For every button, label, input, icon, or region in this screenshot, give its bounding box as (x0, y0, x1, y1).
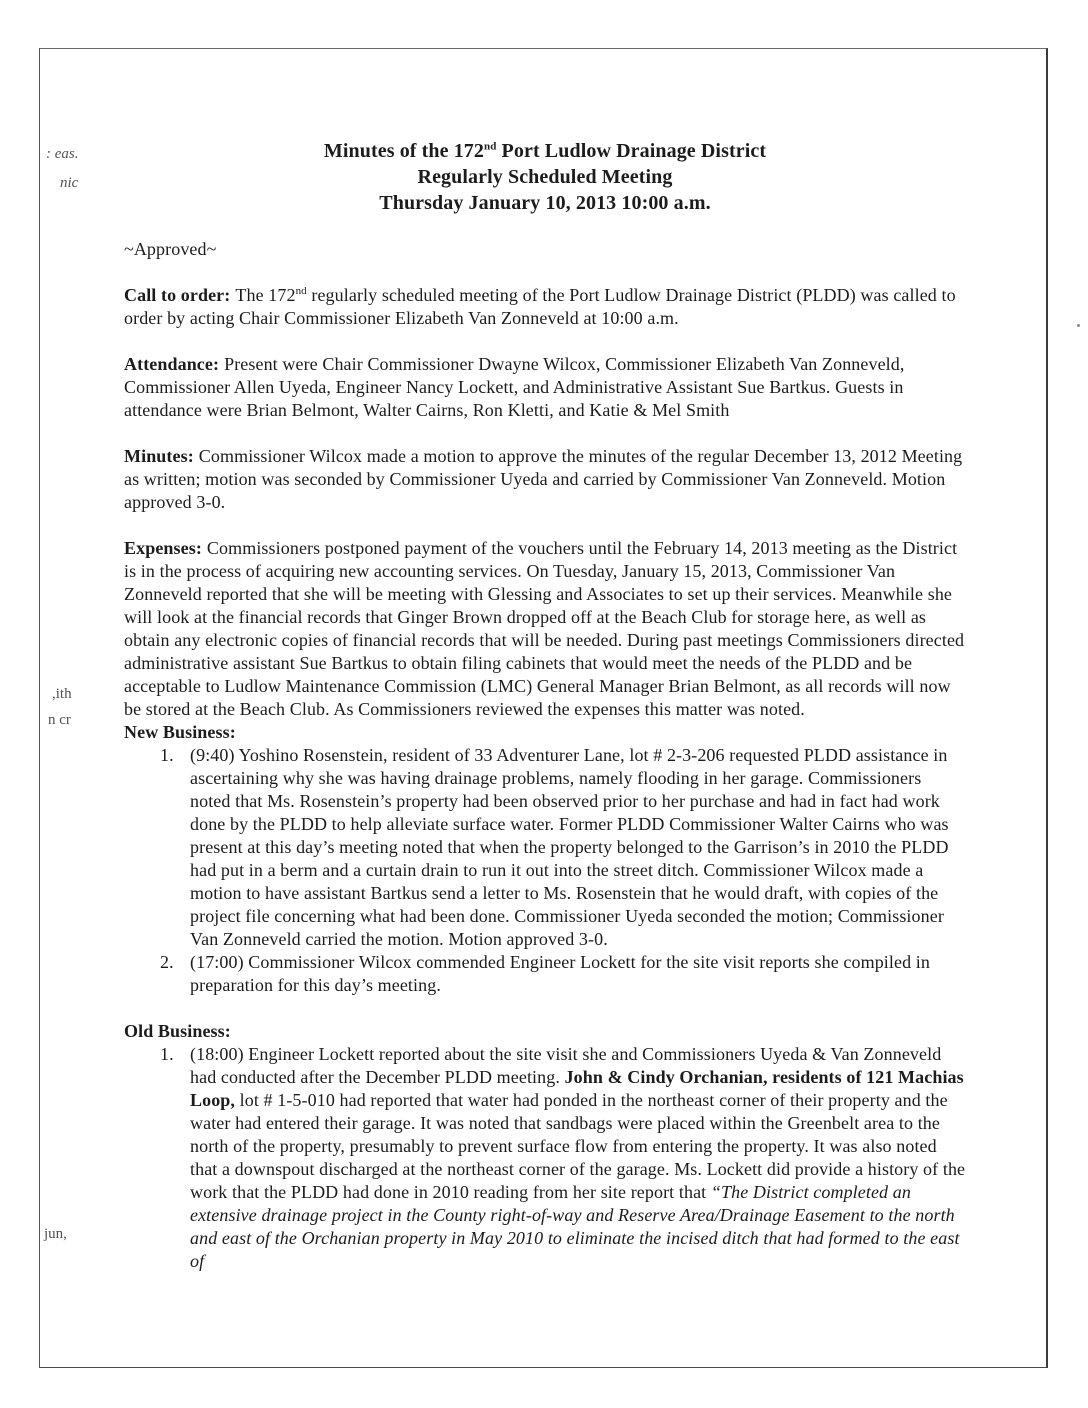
document-title (124, 138, 966, 216)
title-line-1: Minutes of the 172nd Port Ludlow Drainage District (323, 140, 767, 162)
list-item-number: 1. (160, 745, 174, 765)
old-business-heading: Old Business: (124, 1021, 231, 1041)
ordinal-superscript: nd (295, 285, 307, 297)
document-content (124, 138, 966, 1273)
section-label: Expenses: (124, 538, 202, 558)
emphasized-residents: John & Cindy Orchanian, residents of 121 Machias Loop, (190, 1067, 964, 1110)
blank-line (124, 997, 966, 1020)
section-label: Minutes: (124, 446, 194, 466)
title-line-2: Regularly Scheduled Meeting (417, 166, 673, 188)
margin-artifact: jun, (44, 1226, 67, 1242)
ordinal-superscript: nd (484, 140, 497, 153)
list-item-number: 2. (160, 952, 174, 972)
site-report-quote: “The District completed an extensive drainage project in the County right-of-way and Reserve Area/Drainage Easement to the north and east of the Orchanian property in May 2010 to eliminate the incised ditch that had formed to the east of (190, 1182, 960, 1271)
list-item (160, 951, 966, 997)
approved-status: ~Approved~ (124, 239, 217, 259)
attendance-paragraph: Attendance: Present were Chair Commissioner Dwayne Wilcox, Commissioner Elizabeth Van Zonneveld, Commissioner Allen Uyeda, Engineer Nancy Lockett, and Administrative Assistant Sue Bartkus. Guests in attendance were Brian Belmont, Walter Cairns, Ron Kletti, and Katie & Mel Smith (124, 354, 905, 420)
margin-artifact: n cr (48, 712, 71, 728)
list-item (160, 1043, 966, 1273)
new-business-list (124, 744, 966, 997)
title-line-3: Thursday January 10, 2013 10:00 a.m. (379, 192, 711, 214)
new-business-heading: New Business: (124, 722, 236, 742)
section-label: Attendance: (124, 354, 220, 374)
list-item-text: (18:00) Engineer Lockett reported about the site visit she and Commissioners Uyeda & Van Zonneveld had conducted after the December PLDD meeting. John & Cindy Orchanian, residents of 121 Machias Loop, lot # 1-5-010 had reported that water had ponded in the northeast corner of their property and the water had entered their garage. It was noted that sandbags were placed within the Greenbelt area to the north of the property, presumably to prevent surface flow from entering the property. It was also noted that a downspout discharged at the northeast corner of the garage. Ms. Lockett did provide a history of the work that the PLDD had done in 2010 reading from her site report that “The District completed an extensive drainage project in the County right-of-way and Reserve Area/Drainage Easement to the north and east of the Orchanian property in May 2010 to eliminate the incised ditch that had formed to the east of (190, 1044, 966, 1271)
section-label: Call to order: (124, 285, 231, 305)
margin-artifact: ,ith (52, 686, 72, 702)
list-item-text: (17:00) Commissioner Wilcox commended Engineer Lockett for the site visit reports she compiled in preparation for this day’s meeting. (190, 952, 930, 995)
list-item-number: 1. (160, 1044, 174, 1064)
list-item-text: (9:40) Yoshino Rosenstein, resident of 33 Adventurer Lane, lot # 2-3-206 requested PLDD assistance in ascertaining why she was having drainage problems, namely flooding in her garage. Commissioners noted that Ms. Rosenstein’s property had been observed prior to her purchase and had in fact had work done by the PLDD to help alleviate surface water. Former PLDD Commissioner Walter Cairns who was present at this day’s meeting noted that when the property belonged to the Garrison’s in 2010 the PLDD had put in a berm and a curtain drain to run it out into the street ditch. Commissioner Wilcox made a motion to have assistant Bartkus send a letter to Ms. Rosenstein that he would draft, with copies of the project file concerning what had been done. Commissioner Uyeda seconded the motion; Commissioner Van Zonneveld carried the motion. Motion approved 3-0. (190, 745, 949, 949)
call-to-order-paragraph: Call to order: The 172nd regularly scheduled meeting of the Port Ludlow Drainage District (PLDD) was called to order by acting Chair Commissioner Elizabeth Van Zonneveld at 10:00 a.m. (124, 285, 956, 328)
margin-artifact: nic (60, 175, 79, 191)
old-business-list (124, 1043, 966, 1273)
margin-artifact: : eas. (46, 146, 79, 162)
list-item (160, 744, 966, 951)
scan-speck (1077, 324, 1080, 327)
expenses-paragraph: Expenses: Commissioners postponed payment of the vouchers until the February 14, 2013 meeting as the District is in the process of acquiring new accounting services. On Tuesday, January 15, 2013, Commissioner Van Zonneveld reported that she will be meeting with Glessing and Associates to set up their services. Meanwhile she will look at the financial records that Ginger Brown dropped off at the Beach Club for storage here, as well as obtain any electronic copies of financial records that will be needed. During past meetings Commissioners directed administrative assistant Sue Bartkus to obtain filing cabinets that would meet the needs of the PLDD and be acceptable to Ludlow Maintenance Commission (LMC) General Manager Brian Belmont, as all records will now be stored at the Beach Club. As Commissioners reviewed the expenses this matter was noted. (124, 538, 965, 719)
minutes-paragraph: Minutes: Commissioner Wilcox made a motion to approve the minutes of the regular December 13, 2012 Meeting as written; motion was seconded by Commissioner Uyeda and carried by Commissioner Van Zonneveld. Motion approved 3-0. (124, 446, 963, 512)
